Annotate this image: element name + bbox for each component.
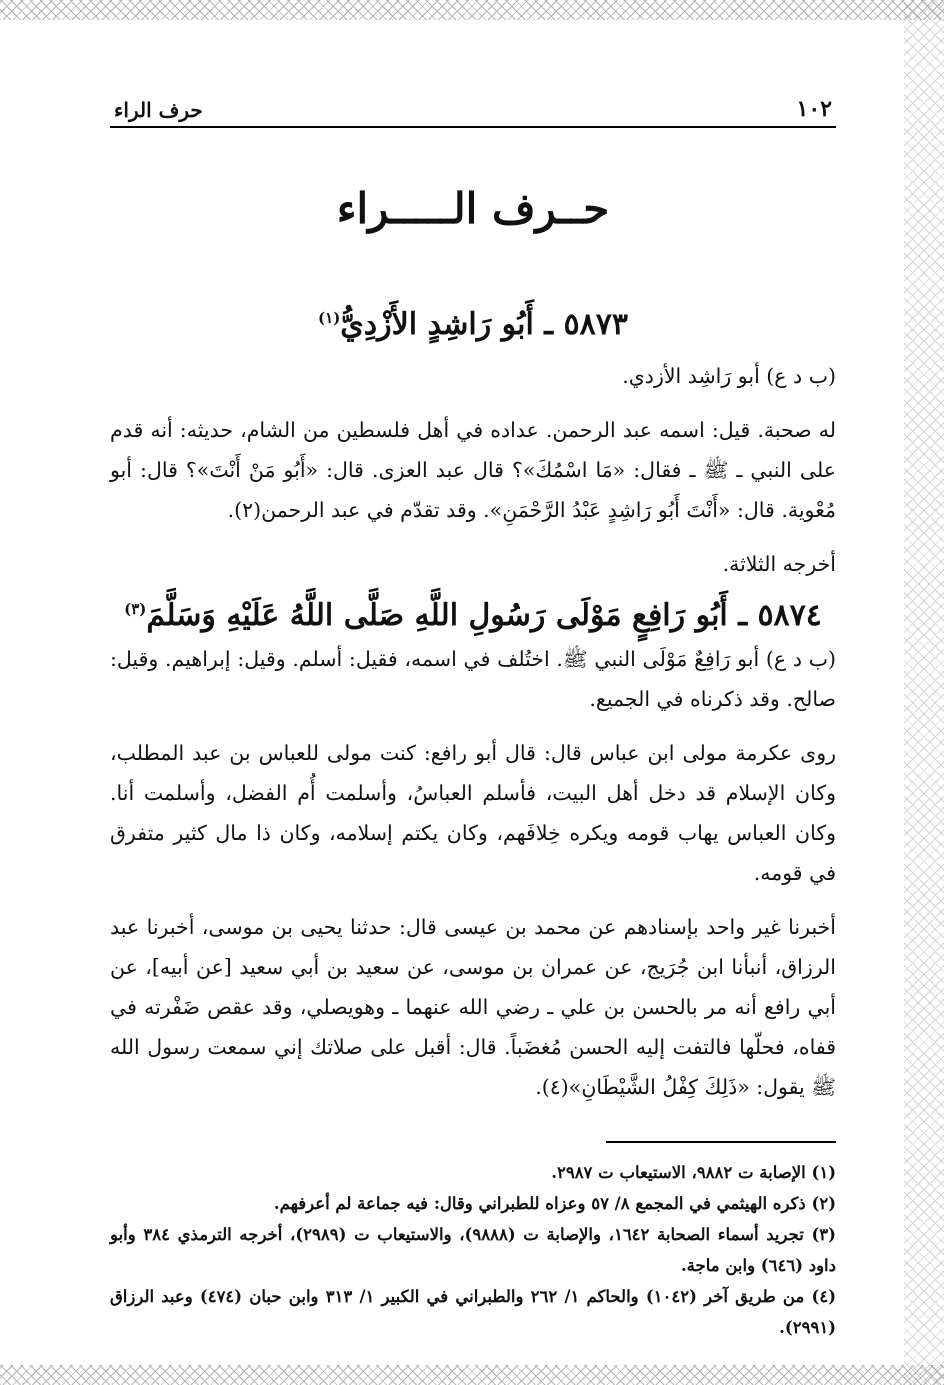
footnote: (٣) تجريد أسماء الصحابة ١٦٤٢، والإصابة ت (٩٨٨٨)، والاستيعاب ت (٢٩٨٩)، أخرجه الترمذي ٣٨٤ وأبو داود (٦٤٦) وابن ماجة. bbox=[110, 1224, 836, 1275]
running-header bbox=[110, 86, 836, 128]
footnote: (١) الإصابة ت ٩٨٨٢، الاستيعاب ت ٢٩٨٧. bbox=[551, 1162, 836, 1182]
footnote-ref: (٣) bbox=[124, 600, 147, 618]
decorative-bottom-border bbox=[0, 1365, 944, 1385]
decorative-right-border bbox=[904, 0, 944, 1385]
entry-paragraph: (ب د ع) أبو رَافِعٌ مَوْلَى النبي ﷺ. اختُلف في اسمه، فقيل: أسلم. وقيل: إبراهيم. وقيل: صالح. وقد ذكرناه في الجميع. bbox=[110, 647, 836, 711]
decorative-top-border bbox=[0, 0, 944, 20]
entry-heading bbox=[110, 307, 836, 342]
footnote: (٤) من طريق آخر (١٠٤٢) والحاكم ١/ ٢٦٢ والطبراني في الكبير ١/ ٣١٣ وابن حبان (٤٧٤) وعبد الرزاق (٢٩٩١). bbox=[110, 1286, 837, 1337]
footnote-separator bbox=[606, 1141, 836, 1143]
entry-paragraph: روى عكرمة مولى ابن عباس قال: قال أبو رافع: كنت مولى للعباس بن عبد المطلب، وكان الإسلام قد دخل أهل البيت، فأسلم العباسُ، وأسلمت أُم الفضل، وأسلمت أنا. وكان العباس يهاب قومه ويكره خِلافَهم، وكان يكتم إسلامه، وكان ذا مال كثير متفرق في قومه. bbox=[110, 741, 836, 885]
book-page bbox=[110, 86, 836, 1343]
entry-paragraph: أخبرنا غير واحد بإسنادهم عن محمد بن عيسى قال: حدثنا يحيى بن موسى، أخبرنا عبد الرزاق، أنبأنا ابن جُرَيج، عن عمران بن موسى، عن سعيد بن أبي سعيد [عن أبيه]، عن أبي رافع أنه مر بالحسن بن علي ـ رضي الله عنهما ـ وهويصلي، وقد عقص ضَفْرته في قفاه، فحلّها فالتفت إليه الحسن مُغضَباً. قال: أقبل على صلاتك إني سمعت رسول الله ﷺ يقول: «ذَلِكَ كِفْلُ الشَّيْطَانِ»(٤). bbox=[110, 915, 836, 1099]
footnotes bbox=[110, 1157, 836, 1343]
entry-heading-text: ٥٨٧٤ ـ أَبُو رَافِعٍ مَوْلَى رَسُولِ اللَّهِ صَلَّى اللَّهُ عَلَيْهِ وَسَلَّمَ bbox=[146, 598, 822, 633]
footnote: (٢) ذكره الهيثمي في المجمع ٨/ ٥٧ وعزاه للطبراني وقال: فيه جماعة لم أعرفهم. bbox=[273, 1193, 836, 1213]
footnote-ref: (١) bbox=[318, 309, 341, 327]
running-section-title: حرف الراء bbox=[114, 98, 203, 122]
entry-heading bbox=[110, 598, 836, 633]
chapter-title: حــرف الـــــراء bbox=[336, 184, 610, 233]
entry-paragraph: أخرجه الثلاثة. bbox=[722, 552, 836, 576]
entry-heading-text: ٥٨٧٣ ـ أَبُو رَاشِدٍ الأَزْدِيُّ bbox=[340, 307, 628, 342]
page-number: ١٠٢ bbox=[796, 96, 832, 122]
entry-paragraph: له صحبة. قيل: اسمه عبد الرحمن. عداده في أهل فلسطين من الشام، حديثه: أنه قدم على النبي ـ ﷺ ـ فقال: «مَا اسْمُكَ»؟ قال عبد العزى. قال: «أَبُو مَنْ أَنْتَ»؟ قال: أبو مُعْوية. قال: «أَنْتَ أَبُو رَاشِدٍ عَبْدُ الرَّحْمَنِ». وقد تقدّم في عبد الرحمن(٢). bbox=[110, 418, 836, 522]
entry-paragraph: (ب د ع) أبو رَاشِد الأزدي. bbox=[622, 364, 836, 388]
